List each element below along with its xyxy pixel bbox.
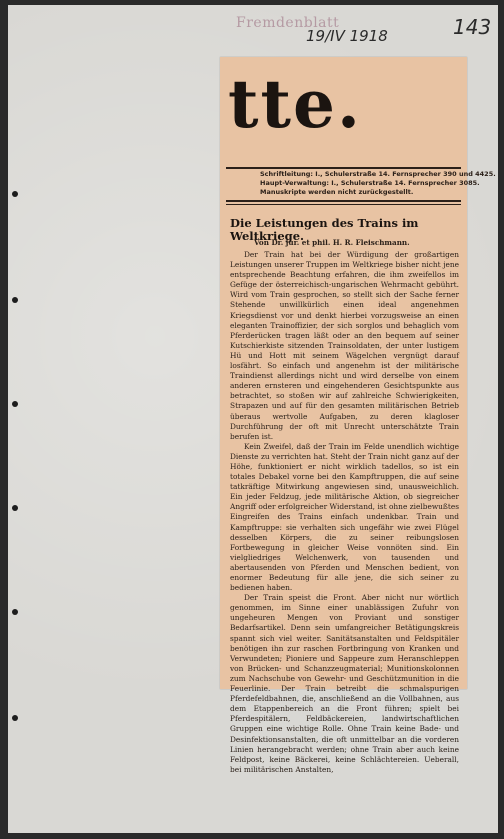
archive-stamp: Fremdenblatt <box>236 15 340 31</box>
imprint-line: Haupt-Verwaltung: I., Schulerstraße 14. Fernsprecher 3085. <box>260 179 480 187</box>
handwritten-date: 19/IV 1918 <box>306 27 388 45</box>
folio-number: 143 <box>453 15 492 39</box>
article-paragraph: Der Train speist die Front. Aber nicht nur wörtlich genommen, im Sinne einer unablässigen Zufuhr von ungeheuren Mengen von Proviant und sonstiger Bedarfsartikel. Denn sein umfangreicher Betätigungskreis spannt sich viel weiter. Sanitätsanstalten und Feldspitäler benötigen ihn zur raschen Fortbringung von Kranken und Verwundeten; Pioniere und Sappeure zum Heranschleppen von Brücken- und Schanzzeugmaterial; Munitionskolonnen zum Nachschube von Gewehr- und Geschützmunition in die Feuerlinie. Der Train betreibt die schmalspurigen Pferdefeldbahnen, die, anschließend an die Vollbahnen, aus dem Etappenbereich an die Front führen; spielt bei Pferdespitälern, Feldbäckereien, landwirtschaftlichen Gruppen eine wichtige Rolle. Ohne Train keine Bade- und Desinfektionsanstalten, die oft unmittelbar an die vorderen Linien herangebracht werden; ohne Train aber auch keine Feldpost, keine Bäckerei, keine Schlächtereien. Ueberall, bei militärischen Anstalten, <box>230 593 459 774</box>
article-paragraph: Der Train hat bei der Würdigung der großartigen Leistungen unserer Truppen im Weltkriege bisher nicht jene entsprechende Beachtung erfahren, die ihm zweifellos im Gefüge der österreichisch-ungarischen Wehrmacht gebührt. Wird vom Train gesprochen, so stellt sich der Sache ferner Stehende unwillkürlich einen ideal angenehmen Kriegsdienst vor und denkt hierbei vorzugsweise an einen eleganten Trainoffizier, der sich sorglos und behaglich vom Pferderücken tragen läßt oder an den bequem auf seiner Kutschierkiste sitzenden Trainsoldaten, der unter lustigem Hü und Hott mit seinem Wägelchen vergnügt darauf losfährt. So einfach und angenehm ist der militärische Traindienst allerdings nicht und wird derselbe von einem anderen ernsteren und eingehenderen Gesichtspunkte aus betrachtet, so stoßen wir auf zahlreiche Schwierigkeiten, Strapazen und auf für den gesamten militärischen Betrieb überaus wertvolle Aufgaben, zu deren klagloser Durchführung der oft mit Unrecht unterschätzte Train berufen ist. <box>230 250 459 441</box>
article-author: Von Dr. jur. et phil. H. R. Fleischmann. <box>254 238 410 247</box>
punch-hole <box>12 401 18 407</box>
article-paragraph: Kein Zweifel, daß der Train im Felde unendlich wichtige Dienste zu verrichten hat. Steht der Train nicht ganz auf der Höhe, funktioniert er nicht wirklich tadellos, so ist ein totales Debakel vorne bei den Kampftruppen, die auf seine tatkräftige Mitwirkung angewiesen sind, unausweichlich. Ein jeder Feldzug, jede militärische Aktion, ob siegreicher Angriff oder erfolgreicher Widerstand, ist ohne zielbewußtes Eingreifen des Trains einfach undenkbar. Train und Kampftruppe: sie verhalten sich ungefähr wie zwei Flügel desselben Körpers, die zu seiner reibungslosen Fortbewegung in gleicher Weise vonnöten sind. Ein vielgliedriges Welchenwerk, von tausenden und abertausenden von Pferden und Menschen bedient, von enormer Bedeutung für alle jene, die sich seiner zu bedienen haben. <box>230 441 459 593</box>
punch-hole <box>12 609 18 615</box>
punch-hole <box>12 297 18 303</box>
masthead: tte. <box>228 65 362 143</box>
divider <box>226 200 461 202</box>
divider <box>226 204 461 205</box>
article-headline: Die Leistungen des Trains im Weltkriege. <box>230 216 419 244</box>
imprint-line: Manuskripte werden nicht zurückgestellt. <box>260 188 414 196</box>
article-body <box>230 250 459 774</box>
punch-hole <box>12 191 18 197</box>
imprint-line: Schriftleitung: I., Schulerstraße 14. Fernsprecher 390 und 4425. <box>260 170 496 178</box>
punch-hole <box>12 505 18 511</box>
punch-hole <box>12 715 18 721</box>
archive-page <box>8 5 498 833</box>
newspaper-clipping <box>220 57 496 774</box>
divider <box>226 167 461 169</box>
